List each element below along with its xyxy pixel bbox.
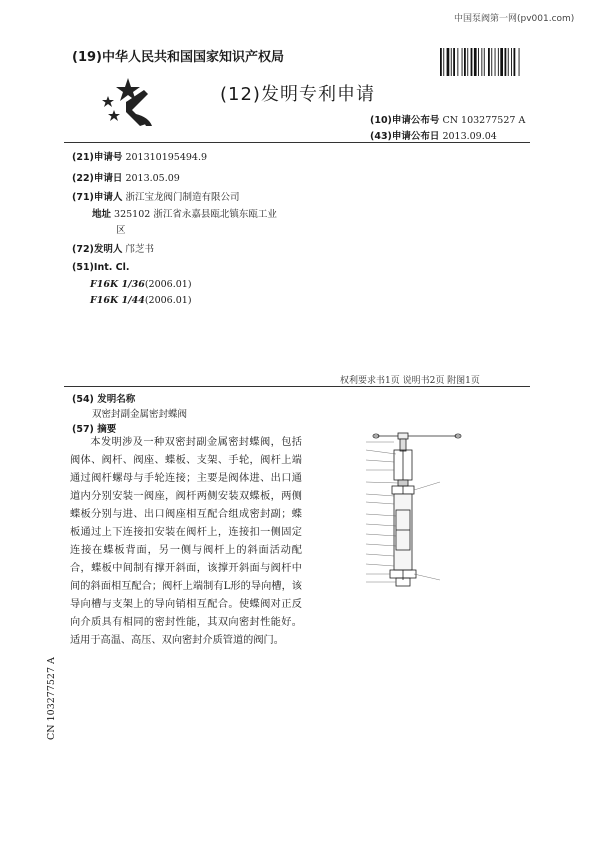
address-label: 地址 — [92, 209, 112, 220]
application-number — [72, 149, 207, 163]
watermark-text: 中国泵阀第一网(pv001.com) — [454, 14, 575, 24]
pub-date-value: 2013.09.04 — [442, 131, 497, 142]
app-no-label: (21)申请号 — [72, 152, 123, 163]
title-label: (54) 发明名称 — [72, 394, 136, 405]
application-date — [72, 170, 180, 184]
invention-title: 双密封副金属密封蝶阀 — [92, 409, 188, 420]
ipc-label: (51)Int. Cl. — [72, 262, 130, 273]
divider-middle — [64, 386, 530, 387]
page-counts: 权利要求书1页 说明书2页 附图1页 — [340, 376, 480, 386]
pub-number-value: CN 103277527 A — [442, 115, 526, 126]
app-date-label: (22)申请日 — [72, 173, 123, 184]
ipc-code: F16K 1/44 — [90, 295, 145, 306]
side-publication-code: CN 103277527 A — [46, 657, 57, 740]
ipc-version: (2006.01) — [144, 295, 192, 306]
abstract-label: (57) 摘要 — [72, 424, 117, 435]
document-type: (12)发明专利申请 — [220, 84, 375, 105]
abstract-text — [70, 434, 302, 650]
abstract-paragraph: 本发明涉及一种双密封副金属密封蝶阀，包括阀体、阀杆、阀座、蝶板、支架、手轮，阀杆上端通过阀杆螺母与手轮连接；主要是阀体进、出口通道内分别安装一阀座，阀杆两侧安装双蝶板，两侧蝶板分别与进、出口阀座相互配合组成密封副；蝶板通过上下连接扣安装在阀杆上，连接扣一侧固定连接在蝶板背面，另一侧与阀杆上的斜面活动配合，蝶板中间制有撑开斜面，该撑开斜面与阀杆中间的斜面相互配合；阀杆上端制有L形的导向槽，该导向槽与支架上的导向销相互配合。使蝶阀对正反向介质具有相同的密封性能，其双向密封性能好。适用于高温、高压、双向密封介质管道的阀门。 — [70, 437, 302, 646]
barcode — [440, 48, 528, 76]
valve-drawing — [360, 430, 480, 600]
ipc-code: F16K 1/36 — [90, 279, 145, 290]
app-date-value: 2013.05.09 — [125, 173, 180, 184]
address-line-1: 325102 浙江省永嘉县瓯北镇东瓯工业 — [114, 209, 277, 220]
address-line-2: 区 — [116, 225, 126, 236]
ipc-version: (2006.01) — [144, 279, 192, 290]
pub-number-label: (10)申请公布号 — [370, 115, 440, 126]
office-name: (19)中华人民共和国国家知识产权局 — [72, 50, 284, 65]
ipc-entry — [90, 295, 192, 306]
inventor — [72, 241, 154, 255]
pub-date-label: (43)申请公布日 — [370, 131, 440, 142]
applicant-label: (71)申请人 — [72, 192, 123, 203]
applicant — [72, 189, 239, 203]
app-no-value: 201310195494.9 — [125, 152, 208, 163]
publication-date — [370, 128, 497, 142]
address — [92, 206, 277, 220]
applicant-value: 浙江宝龙阀门制造有限公司 — [125, 192, 240, 203]
publication-number — [370, 112, 525, 126]
ipc-entry — [90, 279, 192, 290]
inventor-label: (72)发明人 — [72, 244, 123, 255]
cnipa-emblem — [100, 74, 156, 130]
inventor-value: 邝芝书 — [125, 244, 154, 255]
divider-top — [64, 142, 530, 143]
